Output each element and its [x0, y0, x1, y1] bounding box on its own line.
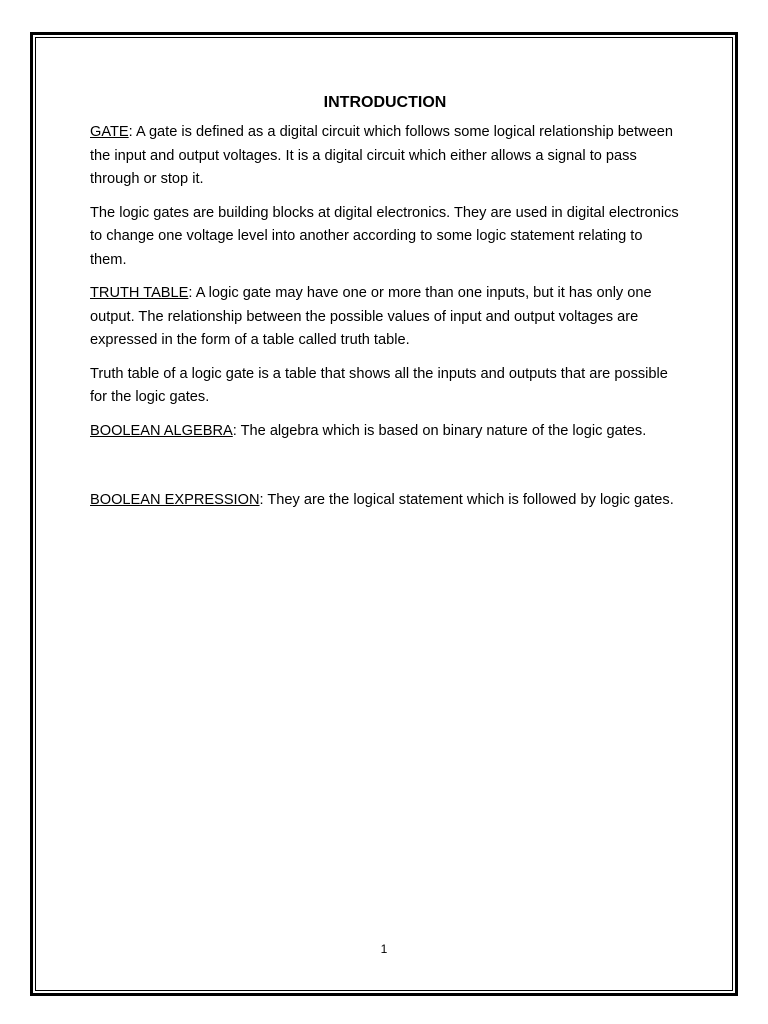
paragraph-boolean-algebra — [90, 420, 680, 444]
definition-gate: : A gate is defined as a digital circuit which follows some logical relationship between the input and output voltages. It is a digital circuit which either allows a signal to pass through or stop it. — [90, 124, 673, 187]
document-body — [90, 92, 680, 523]
term-boolean-expression: BOOLEAN EXPRESSION — [90, 492, 260, 508]
paragraph-logic-gates — [90, 202, 680, 273]
definition-truth-table: : A logic gate may have one or more than one inputs, but it has only one output. The relationship between the possible values of input and output voltages are expressed in the form of a table called truth table. — [90, 285, 652, 348]
paragraph-gate — [90, 121, 680, 192]
paragraph-truth-table — [90, 282, 680, 353]
paragraph-logic-gates-text: The logic gates are building blocks at digital electronics. They are used in digital electronics to change one voltage level into another according to some logic statement relating to them. — [90, 204, 679, 268]
paragraph-truth-table-detail — [90, 363, 680, 410]
term-truth-table: TRUTH TABLE — [90, 285, 189, 301]
page-number: 1 — [380, 942, 388, 956]
paragraph-boolean-expression — [90, 489, 680, 513]
definition-boolean-algebra: : The algebra which is based on binary nature of the logic gates. — [232, 422, 647, 439]
term-boolean-algebra: BOOLEAN ALGEBRA — [90, 422, 233, 439]
term-gate: GATE — [90, 124, 129, 140]
paragraph-truth-table-detail-text: Truth table of a logic gate is a table that shows all the inputs and outputs that are possible for the logic gates. — [90, 365, 668, 405]
definition-boolean-expression: : They are the logical statement which is followed by logic gates. — [259, 492, 674, 508]
page-title: INTRODUCTION — [323, 94, 447, 111]
blank-line — [90, 453, 680, 489]
